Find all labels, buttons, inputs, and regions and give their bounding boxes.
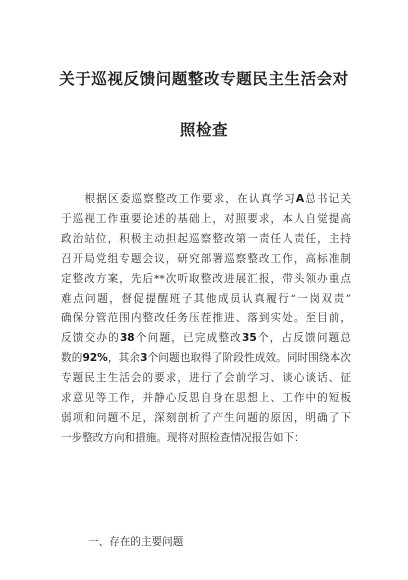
paragraph-line: [61, 252, 351, 266]
paragraph-text: ，其余: [107, 352, 141, 365]
paragraph-text: 个问题也取得了阶段性成效。同时围绕本次: [147, 352, 352, 365]
paragraph-text: 求意见等工作，并静心反思自身在思想上、工作中的短板: [61, 392, 351, 404]
paragraph-line: [61, 192, 351, 206]
paragraph-line: [61, 351, 351, 365]
paragraph-text: 弱项和问题不足，深刻剖析了产生问题的原因，明确了下: [61, 411, 351, 424]
paragraph-line: [61, 371, 351, 385]
emphasis-figure: 35: [241, 332, 257, 345]
paragraph-text: 总书记关: [304, 193, 352, 205]
paragraph-text: 根据区委巡察整改工作要求，在认真学习: [61, 193, 296, 205]
emphasis-figure: A: [295, 193, 305, 205]
paragraph-text: 确保分管范围内整改任务压茬推进、落到实处。至目前，: [61, 312, 351, 325]
paragraph-line: [61, 431, 351, 445]
paragraph-text: 于巡视工作重要论述的基础上，对照要求，本人自觉提高: [61, 212, 351, 225]
emphasis-figure: 92%: [82, 352, 108, 365]
paragraph-line: [61, 311, 351, 325]
paragraph-text: 一步整改方向和措施。现将对照检查情况报告如下：: [61, 431, 305, 444]
emphasis-figure: 38: [119, 332, 135, 345]
paragraph-text: 难点问题，督促提醒班子其他成员认真履行“一岗双责”: [61, 292, 351, 305]
document-title-line-1: 关于巡视反馈问题整改专题民主生活会对: [59, 70, 349, 88]
document-title-line-2: 照检查: [179, 121, 229, 139]
paragraph-text: 个，占反馈问题总: [256, 332, 352, 345]
paragraph-text: 个问题，已完成整改: [134, 332, 242, 345]
paragraph-text: 定整改方案，先后**次听取整改进展汇报，带头领办重点: [61, 272, 351, 285]
paragraph-text: 政治站位，积极主动担起巡察整改第一责任人责任，主持: [61, 232, 351, 245]
paragraph-line: [61, 331, 351, 345]
emphasis-figure: 3: [140, 352, 148, 365]
paragraph-line: [61, 212, 351, 226]
paragraph-text: 反馈交办的: [61, 332, 120, 345]
paragraph-text: 召开局党组专题会议，研究部署巡察整改工作，高标准制: [61, 252, 351, 265]
paragraph-line: [61, 272, 351, 286]
section-heading: 一、存在的主要问题: [88, 536, 184, 548]
paragraph-text: 数的: [61, 352, 83, 365]
paragraph-line: [61, 292, 351, 306]
paragraph-line: [61, 391, 351, 405]
paragraph-line: [61, 411, 351, 425]
paragraph-line: [61, 232, 351, 246]
paragraph-text: 专题民主生活会的要求，进行了会前学习、谈心谈话、征: [61, 372, 351, 385]
